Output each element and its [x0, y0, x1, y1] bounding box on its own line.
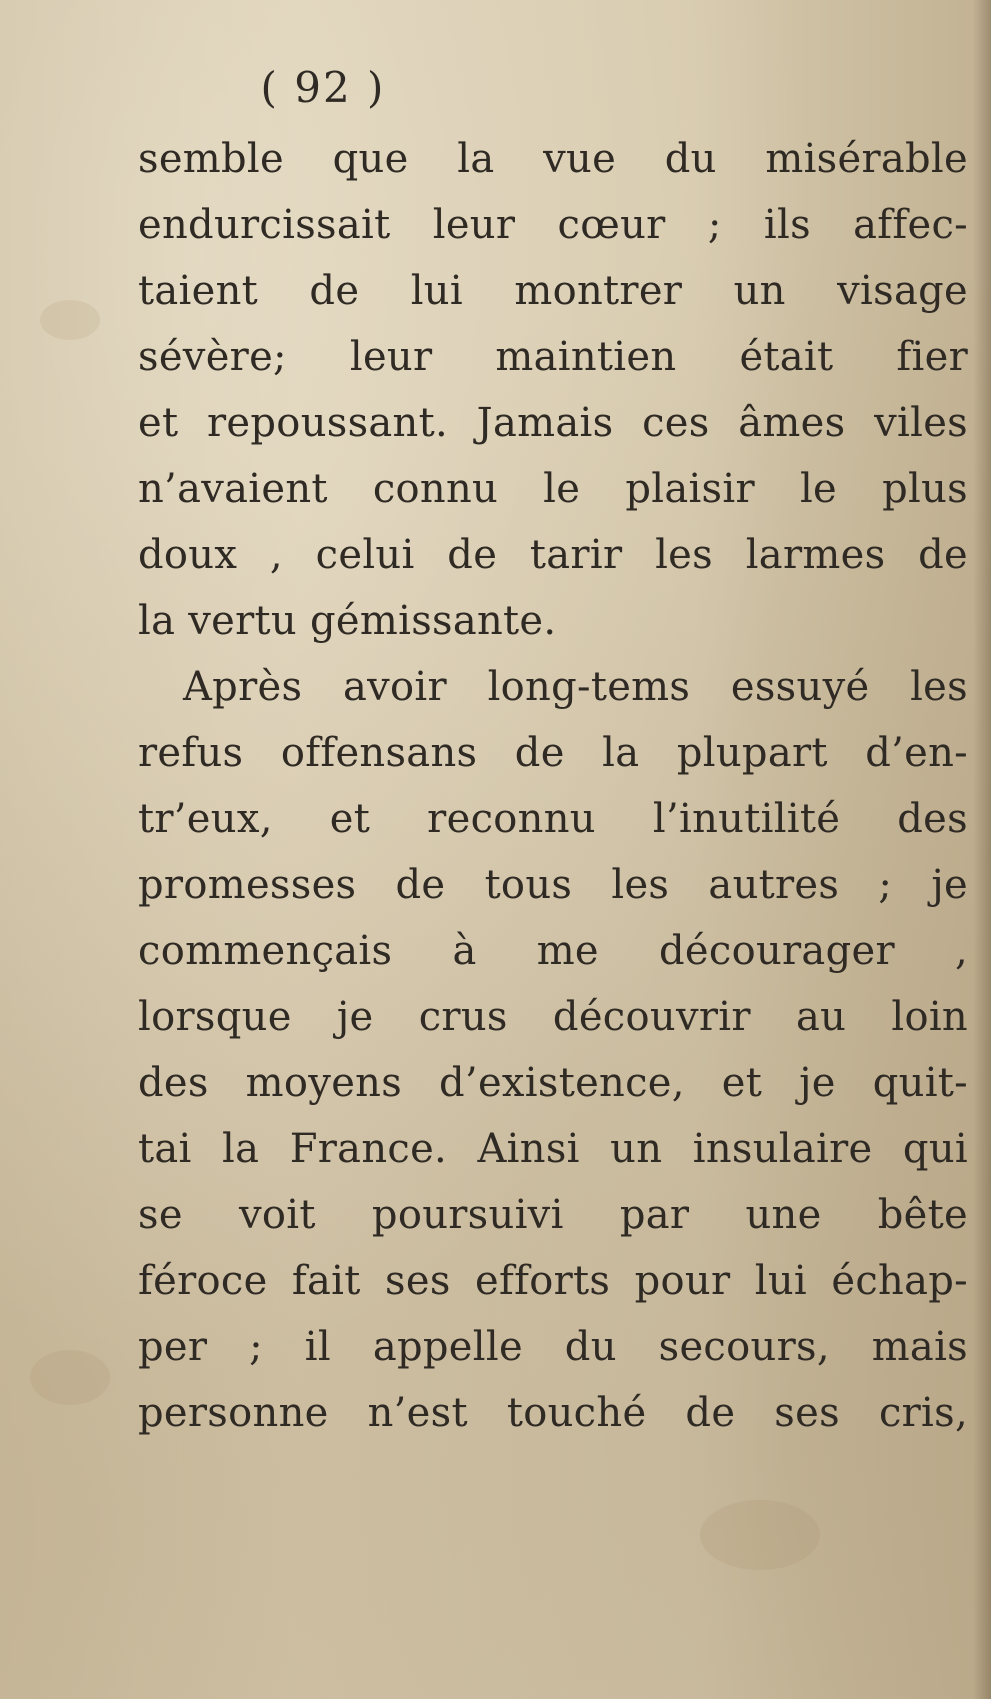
text-line: taient de lui montrer un visage [138, 268, 968, 314]
text-line: promesses de tous les autres ; je [138, 862, 968, 908]
text-line: n’avaient connu le plaisir le plus [138, 466, 968, 512]
text-line: se voit poursuivi par une bête [138, 1192, 968, 1238]
text-line: semble que la vue du misérable [138, 136, 968, 182]
paper-stain [30, 1350, 110, 1405]
text-line: sévère; leur maintien était fier [138, 334, 968, 380]
text-line: endurcissait leur cœur ; ils affec- [138, 202, 968, 248]
paper-stain [40, 300, 100, 340]
text-line: et repoussant. Jamais ces âmes viles [138, 400, 968, 446]
text-line: personne n’est touché de ses cris, [138, 1390, 968, 1436]
page-edge-shadow [973, 0, 991, 1699]
text-line: la vertu gémissante. [138, 598, 557, 644]
text-line: per ; il appelle du secours, mais [138, 1324, 968, 1370]
paper-stain [700, 1500, 820, 1570]
text-line: refus offensans de la plupart d’en- [138, 730, 968, 776]
text-line: lorsque je crus découvrir au loin [138, 994, 968, 1040]
text-line: féroce fait ses efforts pour lui échap- [138, 1258, 968, 1304]
text-line: tai la France. Ainsi un insulaire qui [138, 1126, 968, 1172]
page-number: ( 92 ) [260, 63, 386, 112]
text-line: Après avoir long-tems essuyé les [183, 664, 968, 710]
text-line: des moyens d’existence, et je quit- [138, 1060, 968, 1106]
text-line: tr’eux, et reconnu l’inutilité des [138, 796, 968, 842]
text-line: doux , celui de tarir les larmes de [138, 532, 968, 578]
text-line: commençais à me décourager , [138, 928, 968, 974]
